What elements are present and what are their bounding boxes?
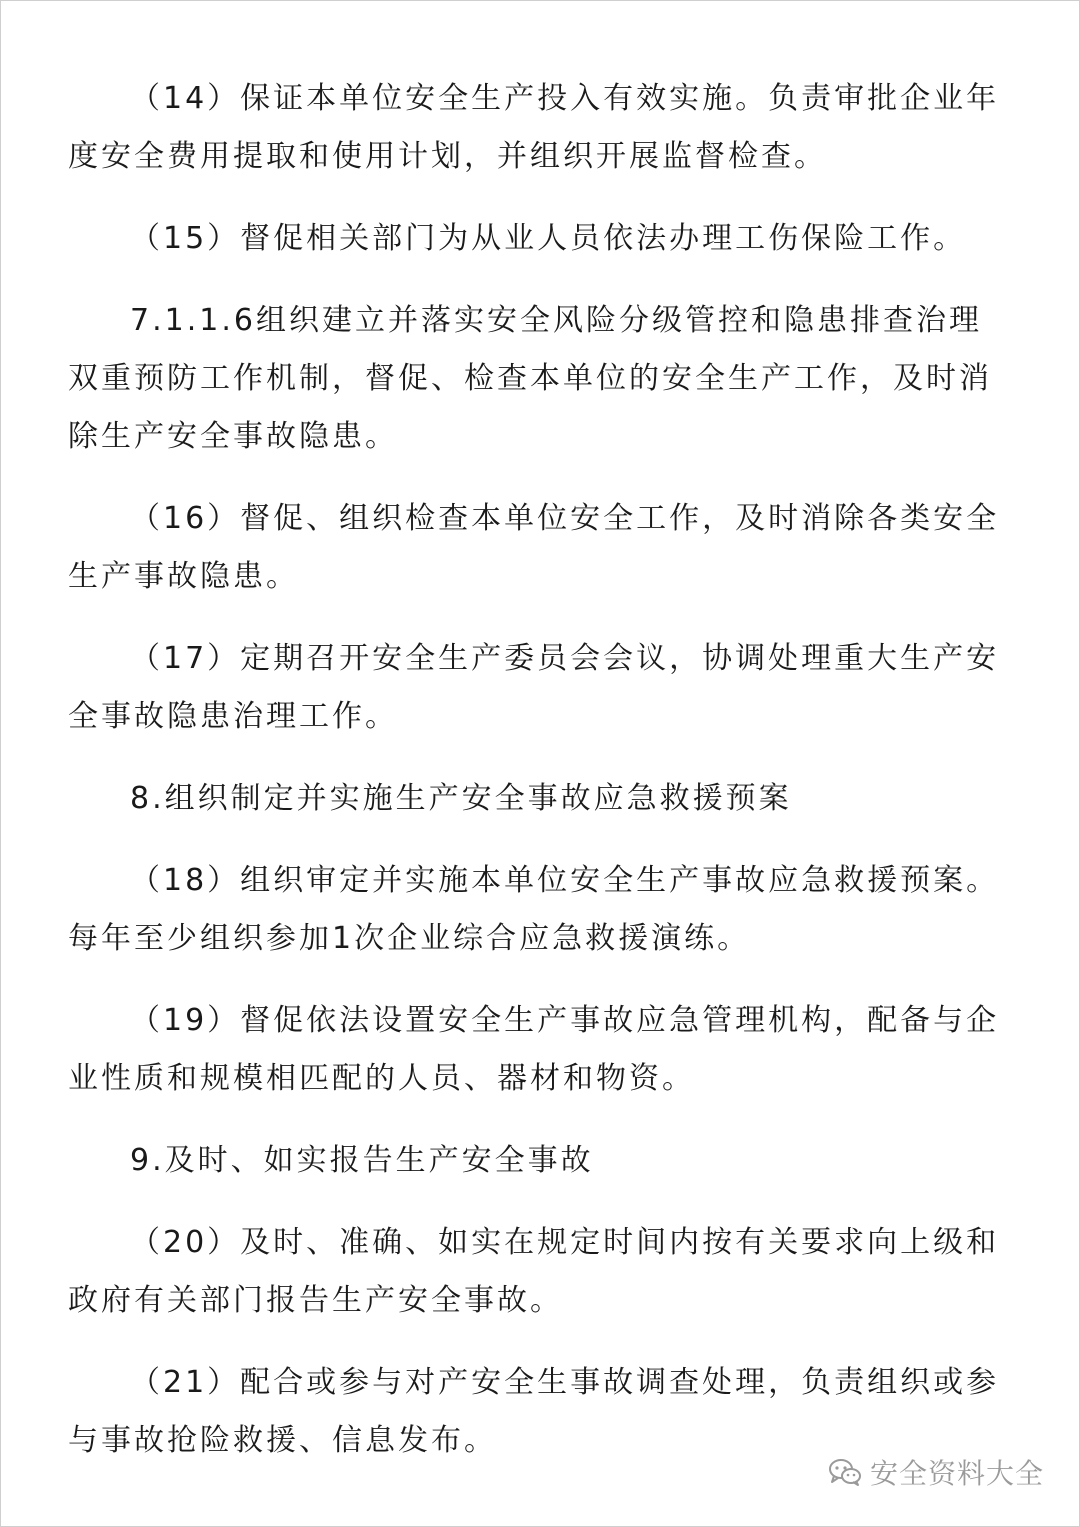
section-7-1-1-6: 7.1.1.6组织建立并落实安全风险分级管控和隐患排查治理 双重预防工作机制，督促、检查本单位的安全生产工作，及时消除生产安全事故隐患。 bbox=[68, 303, 992, 454]
paragraph-17: （17）定期召开安全生产委员会会议，协调处理重大生产安全事故隐患治理工作。 bbox=[68, 641, 1000, 734]
paragraph-18: （18）组织审定并实施本单位安全生产事故应急救援预案。每年至少组织参加1次企业综合应急救援演练。 bbox=[68, 863, 1000, 956]
paragraph-19: （19）督促依法设置安全生产事故应急管理机构，配备与企业性质和规模相匹配的人员、器材和物资。 bbox=[68, 1003, 1000, 1096]
wechat-icon bbox=[828, 1457, 862, 1487]
paragraph-21: （21）配合或参与对产安全生事故调查处理，负责组织或参与事故抢险救援、信息发布。 bbox=[68, 1365, 1000, 1458]
document-body bbox=[68, 70, 1018, 1494]
section-8-heading: 8.组织制定并实施生产安全事故应急救援预案 bbox=[130, 781, 792, 816]
paragraph-16: （16）督促、组织检查本单位安全工作，及时消除各类安全生产事故隐患。 bbox=[68, 501, 1000, 594]
paragraph-20: （20）及时、准确、如实在规定时间内按有关要求向上级和政府有关部门报告生产安全事故。 bbox=[68, 1225, 1000, 1318]
paragraph-14: （14）保证本单位安全生产投入有效实施。负责审批企业年度安全费用提取和使用计划，并组织开展监督检查。 bbox=[68, 81, 1000, 174]
paragraph-15: （15）督促相关部门为从业人员依法办理工伤保险工作。 bbox=[130, 221, 967, 256]
watermark bbox=[828, 1452, 1044, 1492]
section-9-heading: 9.及时、如实报告生产安全事故 bbox=[130, 1143, 594, 1178]
watermark-text: 安全资料大全 bbox=[869, 1457, 1044, 1490]
